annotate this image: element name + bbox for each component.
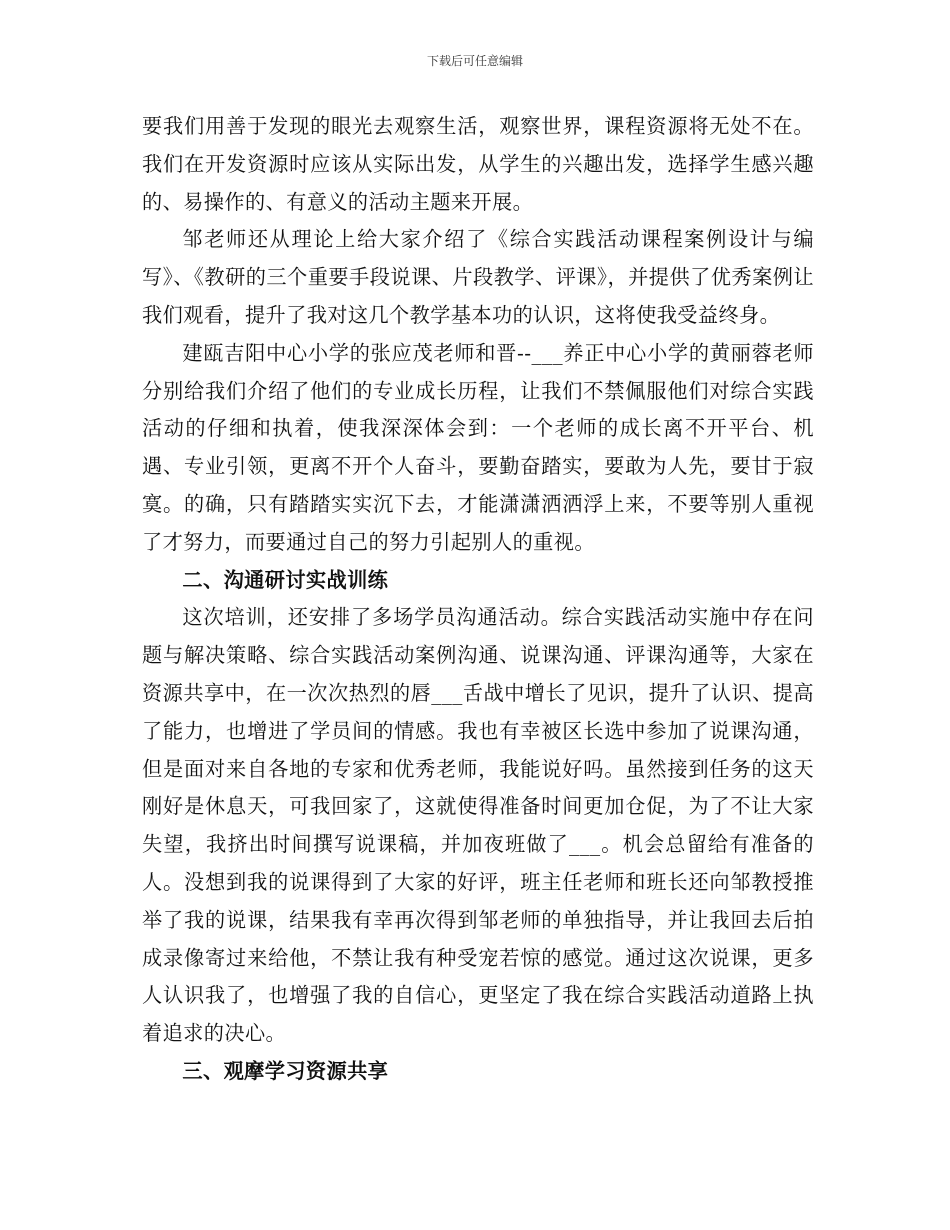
paragraph-1: 要我们用善于发现的眼光去观察生活，观察世界，课程资源将无处不在。我们在开发资源时应该从实际出发，从学生的兴趣出发，选择学生感兴趣的、易操作的、有意义的活动主题来开展。	[142, 114, 814, 214]
section-heading-2: 二、沟通研讨实战训练	[182, 567, 389, 592]
paragraph-2: 邹老师还从理论上给大家介绍了《综合实践活动课程案例设计与编写》、《教研的三个重要手段说课、片段教学、评课》，并提供了优秀案例让我们观看，提升了我对这几个教学基本功的认识，这将使我受益终身。	[142, 227, 814, 327]
section-heading-3: 三、观摩学习资源共享	[182, 1058, 389, 1083]
document-body	[142, 108, 814, 1091]
paragraph-3: 建瓯吉阳中心小学的张应茂老师和晋--___养正中心小学的黄丽蓉老师分别给我们介绍了他们的专业成长历程，让我们不禁佩服他们对综合实践活动的仔细和执着，使我深深体会到：一个老师的成长离不开平台、机遇、专业引领，更离不开个人奋斗，要勤奋踏实，要敢为人先，要甘于寂寞。的确，只有踏踏实实沉下去，才能潇潇洒洒浮上来，不要等别人重视了才努力，而要通过自己的努力引起别人的重视。	[142, 340, 814, 554]
page-header-note: 下载后可任意编辑	[426, 54, 523, 68]
paragraph-4: 这次培训，还安排了多场学员沟通活动。综合实践活动实施中存在问题与解决策略、综合实践活动案例沟通、说课沟通、评课沟通等，大家在资源共享中，在一次次热烈的唇___舌战中增长了见识，提升了认识、提高了能力，也增进了学员间的情感。我也有幸被区长选中参加了说课沟通，但是面对来自各地的专家和优秀老师，我能说好吗。虽然接到任务的这天刚好是休息天，可我回家了，这就使得准备时间更加仓促，为了不让大家失望，我挤出时间撰写说课稿，并加夜班做了___。机会总留给有准备的人。没想到我的说课得到了大家的好评，班主任老师和班长还向邹教授推举了我的说课，结果我有幸再次得到邹老师的单独指导，并让我回去后拍成录像寄过来给他，不禁让我有种受宠若惊的感觉。通过这次说课，更多人认识我了，也增强了我的自信心，更坚定了我在综合实践活动道路上执着追求的决心。	[142, 605, 814, 1046]
